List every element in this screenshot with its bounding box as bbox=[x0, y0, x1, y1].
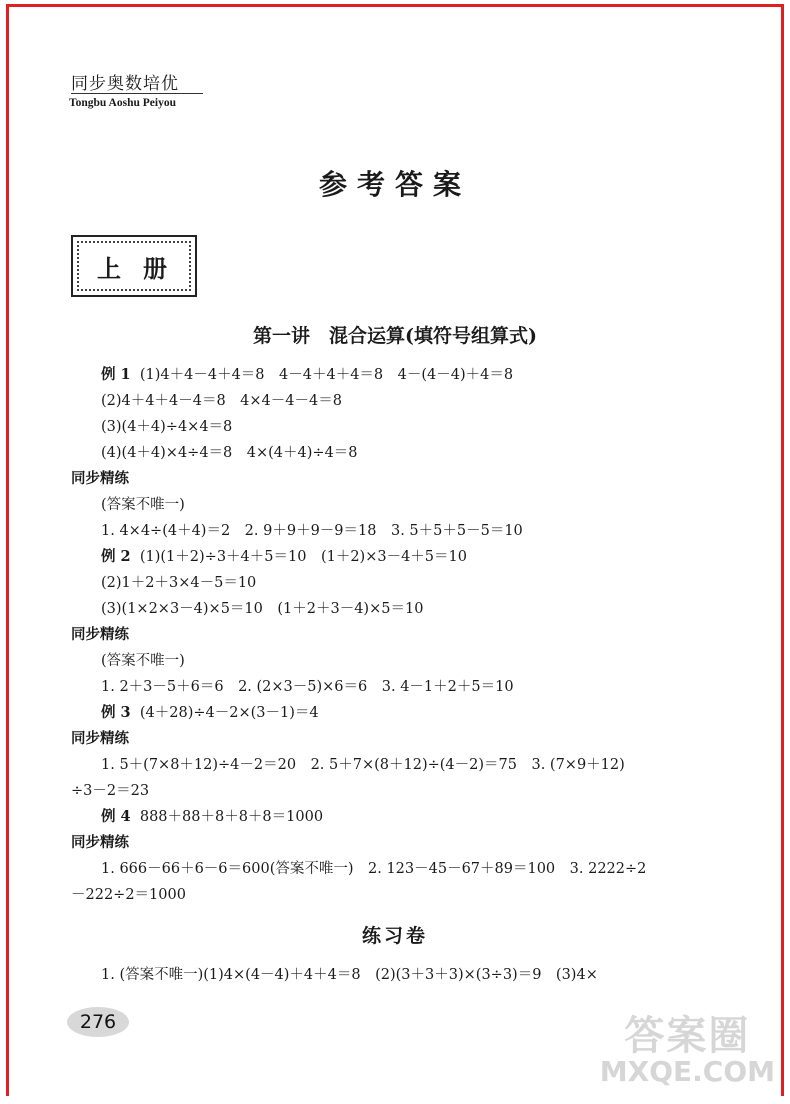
answer-line: 例 3 (4＋28)÷4－2×(3－1)＝4 bbox=[101, 704, 319, 721]
exercise-title: 练习卷 bbox=[361, 925, 428, 947]
page-number: 276 bbox=[67, 1007, 129, 1037]
answer-line: 例 2 (1)(1＋2)÷3＋4＋5＝10 (1＋2)×3－4＋5＝10 bbox=[101, 548, 467, 565]
answer-line: 1. 5＋(7×8＋12)÷4－2＝20 2. 5＋7×(8＋12)÷(4－2)＝75 3. (7×9＋12) bbox=[101, 757, 625, 773]
answer-line: (2)1＋2＋3×4－5＝10 bbox=[101, 575, 257, 591]
answer-line: 1. 2＋3－5＋6＝6 2. (2×3－5)×6＝6 3. 4－1＋2＋5＝10 bbox=[101, 679, 514, 695]
answer-line: (3)(1×2×3－4)×5＝10 (1＋2＋3－4)×5＝10 bbox=[101, 601, 424, 617]
volume-badge bbox=[71, 235, 197, 297]
answer-line: (4)(4＋4)×4÷4＝8 4×(4＋4)÷4＝8 bbox=[101, 445, 358, 461]
answer-line: 例 1 (1)4＋4－4＋4＝8 4－4＋4＋4＝8 4－(4－4)＋4＝8 bbox=[101, 366, 514, 383]
answer-line: 1. 666－66＋6－6＝600(答案不唯一) 2. 123－45－67＋89＝100 3. 2222÷2 bbox=[101, 861, 647, 877]
lecture-title: 第一讲 混合运算(填符号组算式) bbox=[253, 325, 537, 347]
book-series-title: 同步奥数培优 bbox=[71, 74, 179, 94]
watermark bbox=[599, 1012, 775, 1088]
practice-heading: 同步精练 bbox=[71, 470, 129, 487]
practice-heading: 同步精练 bbox=[71, 730, 129, 747]
practice-heading: 同步精练 bbox=[71, 834, 129, 851]
volume-label: 上册 bbox=[97, 253, 189, 283]
header-divider bbox=[71, 93, 203, 94]
answer-note: (答案不唯一) bbox=[101, 497, 185, 513]
answer-line: ÷3－2＝23 bbox=[71, 783, 150, 799]
answer-line: (3)(4＋4)÷4×4＝8 bbox=[101, 419, 233, 435]
page-title: 参考答案 bbox=[318, 168, 471, 201]
exercise-line: 1. (答案不唯一)(1)4×(4－4)＋4＋4＝8 (2)(3＋3＋3)×(3÷3)＝9 (3)4× bbox=[101, 967, 598, 983]
watermark-url: MXQE.COM bbox=[599, 1054, 775, 1088]
document-page bbox=[6, 4, 784, 1096]
answer-line: (2)4＋4＋4－4＝8 4×4－4－4＝8 bbox=[101, 393, 342, 409]
answer-line: 例 4 888＋88＋8＋8＋8＝1000 bbox=[101, 808, 324, 825]
answer-line: 1. 4×4÷(4＋4)＝2 2. 9＋9＋9－9＝18 3. 5＋5＋5－5＝10 bbox=[101, 523, 523, 539]
answer-note: (答案不唯一) bbox=[101, 653, 185, 669]
practice-heading: 同步精练 bbox=[71, 626, 129, 643]
answer-line: －222÷2＝1000 bbox=[71, 887, 186, 903]
watermark-logo: 答案圈 bbox=[624, 1012, 751, 1059]
book-series-pinyin: Tongbu Aoshu Peiyou bbox=[69, 97, 176, 109]
